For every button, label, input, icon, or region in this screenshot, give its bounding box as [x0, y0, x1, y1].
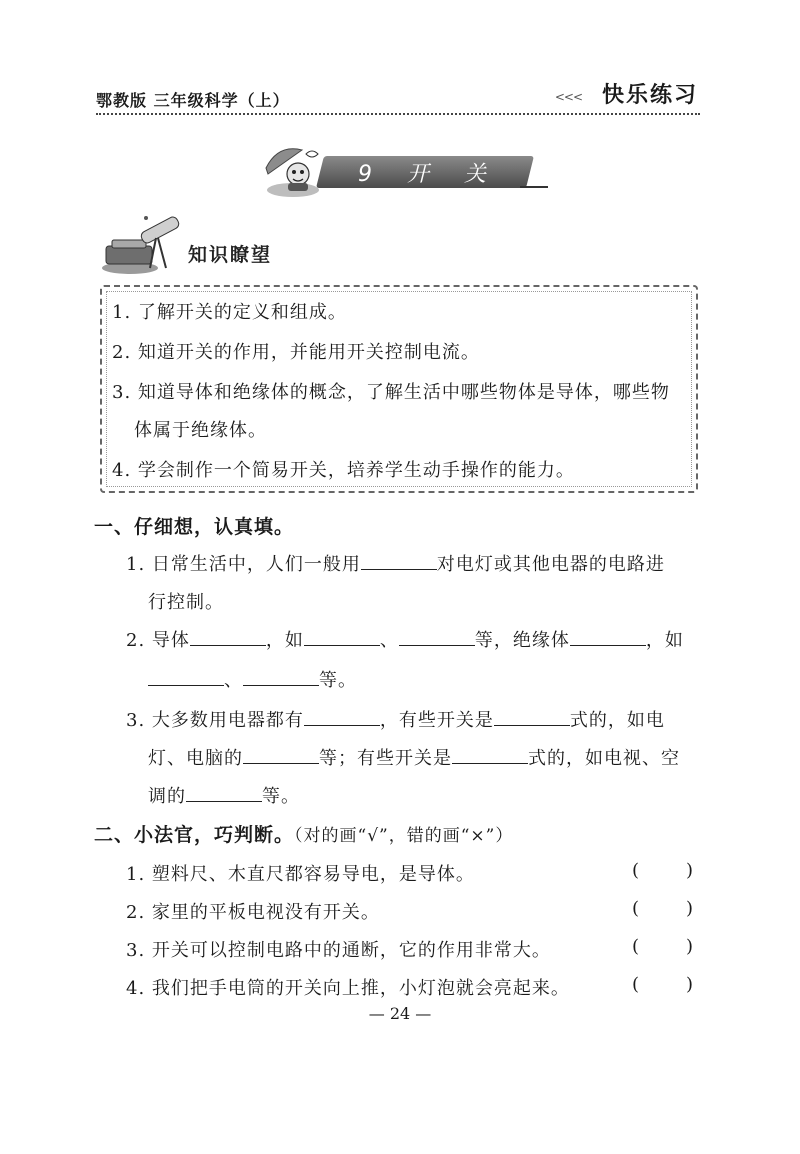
answer-blank[interactable]	[148, 669, 224, 686]
question-text: 调的	[148, 786, 186, 807]
answer-blank[interactable]	[304, 709, 380, 726]
question-text: 等。	[319, 670, 357, 691]
mascot-icon	[258, 140, 328, 202]
answer-blank[interactable]	[304, 629, 380, 646]
section-fill-title: 一、仔细想，认真填。	[94, 516, 295, 538]
section-judge-heading: 二、小法官，巧判断。	[94, 824, 295, 846]
answer-blank[interactable]	[190, 629, 266, 646]
question-text: 式的，如电视、空	[528, 748, 680, 769]
question-text: 、	[224, 670, 243, 691]
question-text: 2. 导体	[126, 630, 190, 651]
objective-item: 4. 学会制作一个简易开关，培养学生动手操作的能力。	[112, 460, 575, 481]
answer-blank[interactable]	[186, 785, 262, 802]
answer-blank[interactable]	[452, 747, 528, 764]
answer-blank[interactable]	[399, 629, 475, 646]
lesson-title: 9 开 关	[358, 162, 500, 187]
answer-paren-close[interactable]: )	[686, 860, 694, 881]
answer-blank[interactable]	[494, 709, 570, 726]
question-3-line-3	[148, 782, 300, 808]
answer-paren-close[interactable]: )	[686, 974, 694, 995]
banner-underline	[520, 186, 548, 188]
answer-blank[interactable]	[570, 629, 646, 646]
answer-blank[interactable]	[243, 669, 319, 686]
question-text: 灯、电脑的	[148, 748, 243, 769]
question-3-line-1	[126, 706, 665, 732]
answer-paren-open[interactable]: (	[632, 860, 640, 881]
objective-item: 2. 知道开关的作用，并能用开关控制电流。	[112, 342, 480, 363]
answer-paren-open[interactable]: (	[632, 974, 640, 995]
question-text: ，有些开关是	[379, 710, 494, 731]
knowledge-title: 知识瞭望	[188, 244, 273, 266]
question-text: 3. 大多数用电器都有	[126, 710, 304, 731]
page-number: — 24 —	[368, 1004, 432, 1023]
answer-paren-close[interactable]: )	[686, 936, 694, 957]
question-2-line-1	[126, 626, 684, 652]
question-text: ，如	[265, 630, 304, 651]
lesson-banner	[258, 140, 548, 202]
question-text: 对电灯或其他电器的电路进	[436, 554, 665, 575]
question-text: 等；有些开关是	[319, 748, 452, 769]
page-header	[96, 74, 700, 114]
question-text: 1. 日常生活中，人们一般用	[126, 554, 361, 575]
question-1-line-1	[126, 550, 665, 576]
question-3-line-2	[148, 744, 680, 770]
judge-item-2: 2. 家里的平板电视没有开关。	[126, 902, 380, 923]
chevron-left-icon: <<<	[554, 90, 582, 104]
question-text: 等，绝缘体	[474, 630, 570, 651]
question-1-line-2: 行控制。	[148, 592, 224, 613]
answer-paren-open[interactable]: (	[632, 898, 640, 919]
question-text: ，如	[645, 630, 684, 651]
header-divider	[96, 113, 700, 115]
judge-item-1: 1. 塑料尺、木直尺都容易导电，是导体。	[126, 864, 475, 885]
objective-item: 3. 知道导体和绝缘体的概念，了解生活中哪些物体是导体，哪些物	[112, 382, 670, 403]
answer-paren-open[interactable]: (	[632, 936, 640, 957]
objective-item: 体属于绝缘体。	[134, 420, 267, 441]
question-text: 等。	[262, 786, 300, 807]
telescope-icon	[100, 212, 186, 278]
objective-item: 1. 了解开关的定义和组成。	[112, 302, 347, 323]
series-title: 快乐练习	[601, 83, 698, 108]
section-judge-instruction: （对的画“√”，错的画“×”）	[294, 826, 514, 846]
question-text: 、	[379, 630, 399, 651]
judge-item-3: 3. 开关可以控制电路中的通断，它的作用非常大。	[126, 940, 551, 961]
answer-paren-close[interactable]: )	[686, 898, 694, 919]
answer-blank[interactable]	[361, 553, 437, 570]
book-edition: 鄂教版 三年级科学（上）	[96, 91, 290, 110]
question-2-line-2	[148, 666, 357, 692]
section-judge-title	[94, 820, 513, 847]
answer-blank[interactable]	[243, 747, 319, 764]
question-text: 式的，如电	[569, 710, 665, 731]
judge-item-4: 4. 我们把手电筒的开关向上推，小灯泡就会亮起来。	[126, 978, 570, 999]
